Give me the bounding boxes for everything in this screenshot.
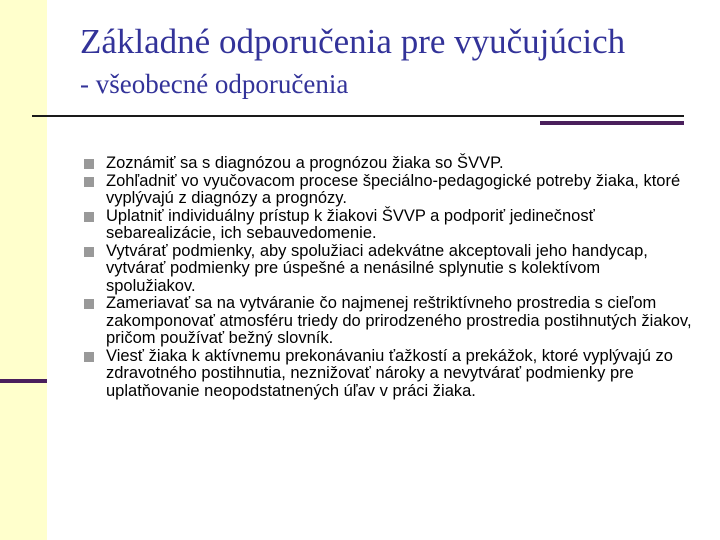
slide-title-main: Základné odporučenia pre vyučujúcich bbox=[80, 22, 626, 61]
square-bullet-icon bbox=[84, 299, 94, 309]
title-divider-accent bbox=[540, 121, 684, 125]
bullet-text: Zohľadniť vo vyučovacom procese špeciálno-pedagogické potreby žiaka, ktoré vyplývajú z diagnózy a prognózy. bbox=[106, 171, 681, 207]
bullet-item bbox=[82, 208, 692, 243]
bullet-item bbox=[82, 155, 692, 173]
slide-title bbox=[80, 24, 700, 98]
bullet-text: Vytvárať podmienky, aby spolužiaci adekvátne akceptovali jeho handycap, vytvárať podmienky pre úspešné a nenásilné splynutie s kolektívom spolužiakov. bbox=[106, 241, 648, 295]
bullet-text: Zameriavať sa na vytváranie čo najmenej reštriktívneho prostredia s cieľom zakomponovať atmosféru triedy do prirodzeného prostredia postihnutých žiakov, pričom používať bežný slovník. bbox=[106, 294, 692, 347]
bullet-item bbox=[82, 348, 692, 401]
bullet-item bbox=[82, 243, 692, 296]
square-bullet-icon bbox=[84, 177, 94, 187]
slide-title-subtitle: - všeobecné odporučenia bbox=[80, 69, 349, 99]
square-bullet-icon bbox=[84, 247, 94, 257]
left-decorative-bar bbox=[0, 0, 47, 540]
bullet-text: Uplatniť individuálny prístup k žiakovi ŠVVP a podporiť jedinečnosť sebarealizácie, ich sebauvedomenie. bbox=[106, 206, 595, 242]
square-bullet-icon bbox=[84, 159, 94, 169]
bullet-text: Viesť žiaka k aktívnemu prekonávaniu ťažkostí a prekážok, ktoré vyplývajú zo zdravotného postihnutia, neznižovať nároky a nevytvárať podmienky pre uplatňovanie neopodstatnených úľav v práci žiaka. bbox=[106, 346, 673, 400]
bullet-text: Zoznámiť sa s diagnózou a prognózou žiaka so ŠVVP. bbox=[106, 154, 504, 172]
bullet-list bbox=[82, 155, 692, 400]
square-bullet-icon bbox=[84, 212, 94, 222]
left-bar-accent-line bbox=[0, 379, 47, 383]
title-divider bbox=[32, 115, 684, 117]
square-bullet-icon bbox=[84, 352, 94, 362]
bullet-item bbox=[82, 173, 692, 208]
bullet-item bbox=[82, 295, 692, 348]
